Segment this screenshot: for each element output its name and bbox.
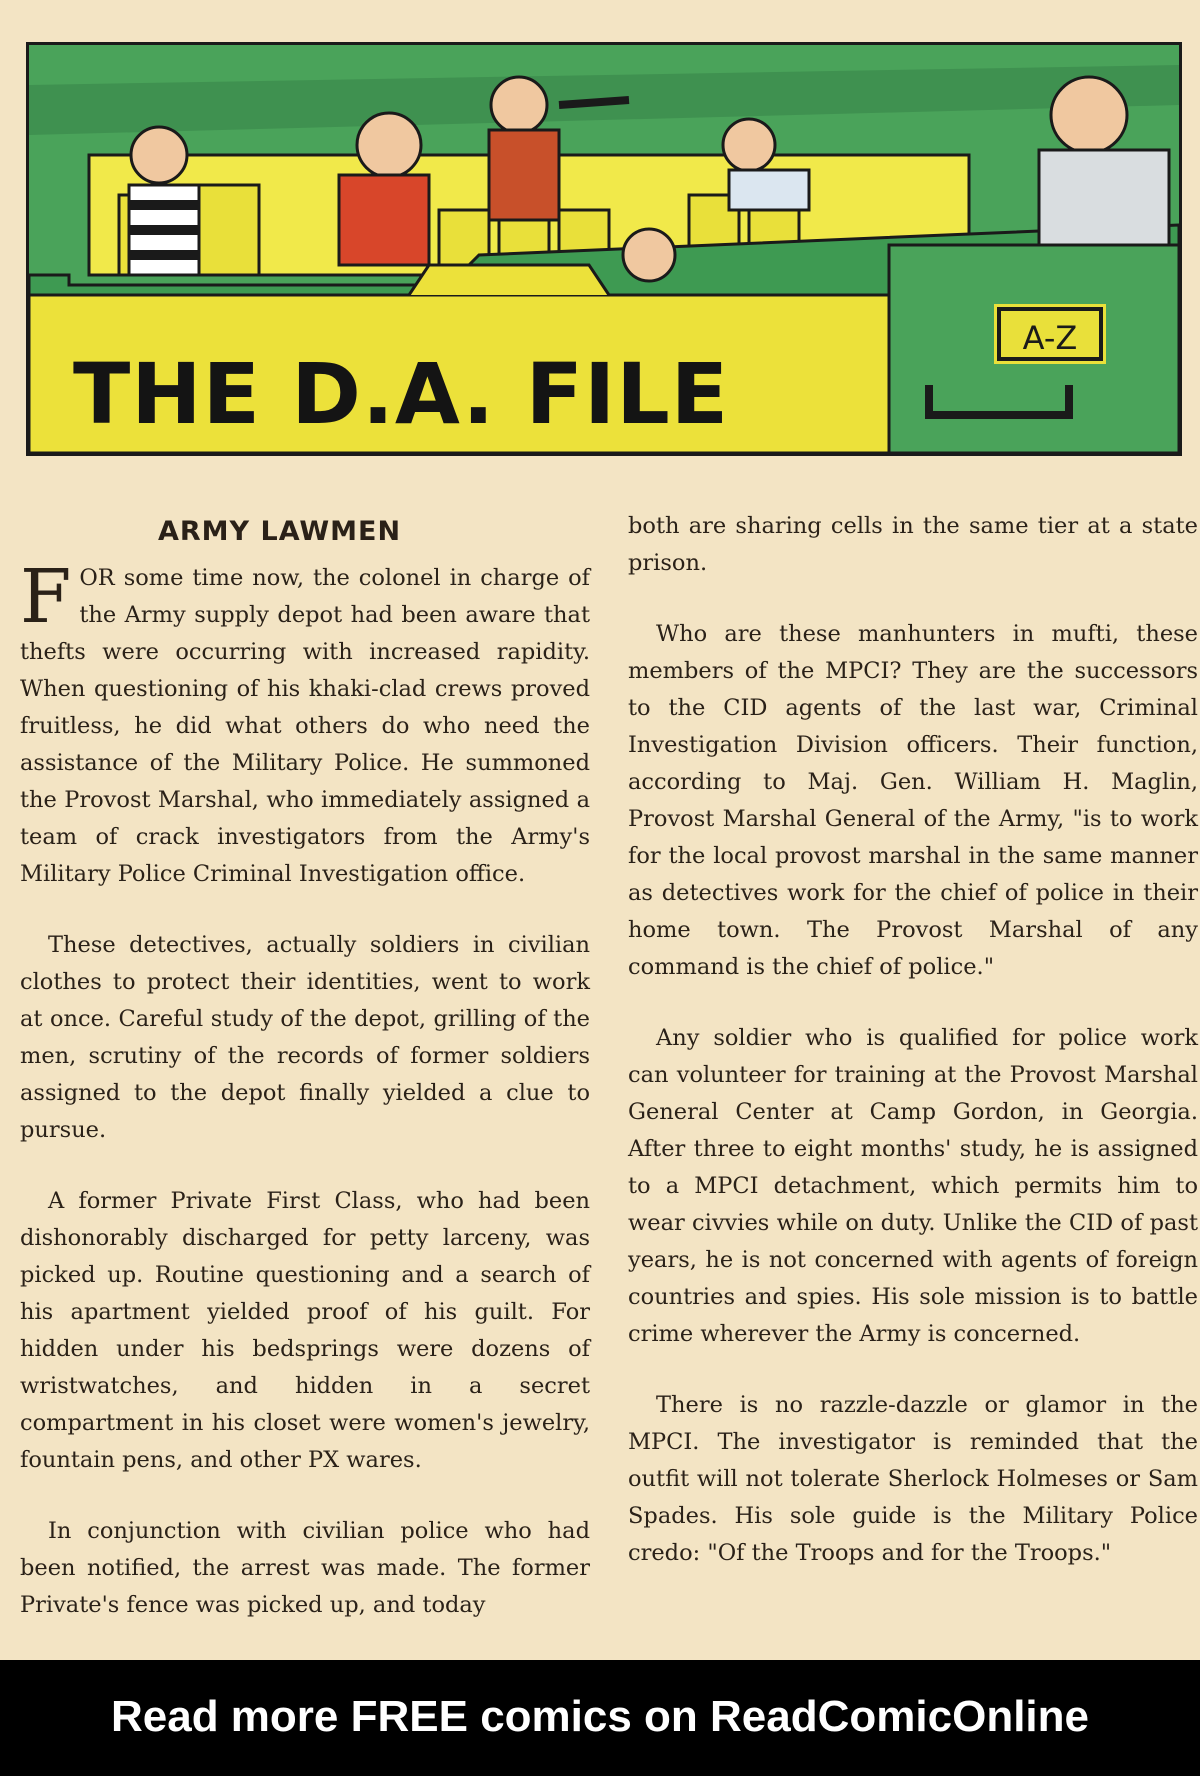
promo-link[interactable]: Read more FREE comics on ReadComicOnline (110, 1692, 1089, 1741)
paragraph: Who are these manhunters in mufti, these members of the MPCI? They are the successors to the CID agents of the last war, Criminal Investigation Division officers. Their function, according to Maj. Gen. William H. Maglin, Provost Marshal General of the Army, "is to work for the local provost marshal in the same manner as detectives work for the chief of police in their home town. The Provost Marshal of any command is the chief of police." (628, 621, 1198, 980)
article-column-left (20, 554, 590, 1658)
paragraph-text: OR some time now, the colonel in charge of the Army supply depot had been aware that thefts were occurring with increased rapidity. When questioning of his khaki-clad crews proved fruitless, he did what others do who need the assistance of the Military Police. He summoned the Provost Marshal, who immediately assigned a team of crack investigators from the Army's Military Police Criminal Investigation office. (20, 565, 590, 887)
feature-title: THE D.A. FILE (73, 345, 730, 443)
article-column-right (628, 508, 1198, 1606)
paragraph (20, 554, 590, 893)
paragraph: These detectives, actually soldiers in civilian clothes to protect their identities, went to work at once. Careful study of the depot, grilling of the men, scrutiny of the records of former soldiers assigned to the depot finally yielded a clue to pursue. (20, 932, 590, 1143)
paragraph: Any soldier who is qualified for police work can volunteer for training at the Provost Marshal General Center at Camp Gordon, in Georgia. After three to eight months' study, he is assigned to a MPCI detachment, which permits him to wear civvies while on duty. Unlike the CID of past years, he is not concerned with agents of foreign countries and spies. His sole mission is to battle crime wherever the Army is concerned. (628, 1025, 1198, 1347)
paragraph: both are sharing cells in the same tier at a state prison. (628, 513, 1198, 576)
drawer-label: A-Z (997, 307, 1103, 361)
article-headline: ARMY LAWMEN (158, 516, 402, 547)
paragraph: In conjunction with civilian police who had been notified, the arrest was made. The former Private's fence was picked up, and today (20, 1518, 590, 1618)
promo-footer (0, 1660, 1200, 1776)
title-banner (26, 42, 1182, 456)
paragraph: There is no razzle-dazzle or glamor in the MPCI. The investigator is reminded that the outfit will not tolerate Sherlock Holmeses or Sam Spades. His sole guide is the Military Police credo: "Of the Troops and for the Troops." (628, 1392, 1198, 1566)
drop-cap: F (20, 554, 72, 640)
paragraph: A former Private First Class, who had been dishonorably discharged for petty larceny, was picked up. Routine questioning and a search of his apartment yielded proof of his guilt. For hidden under his bedsprings were dozens of wristwatches, and hidden in a secret compartment in his closet were women's jewelry, fountain pens, and other PX wares. (20, 1188, 590, 1473)
